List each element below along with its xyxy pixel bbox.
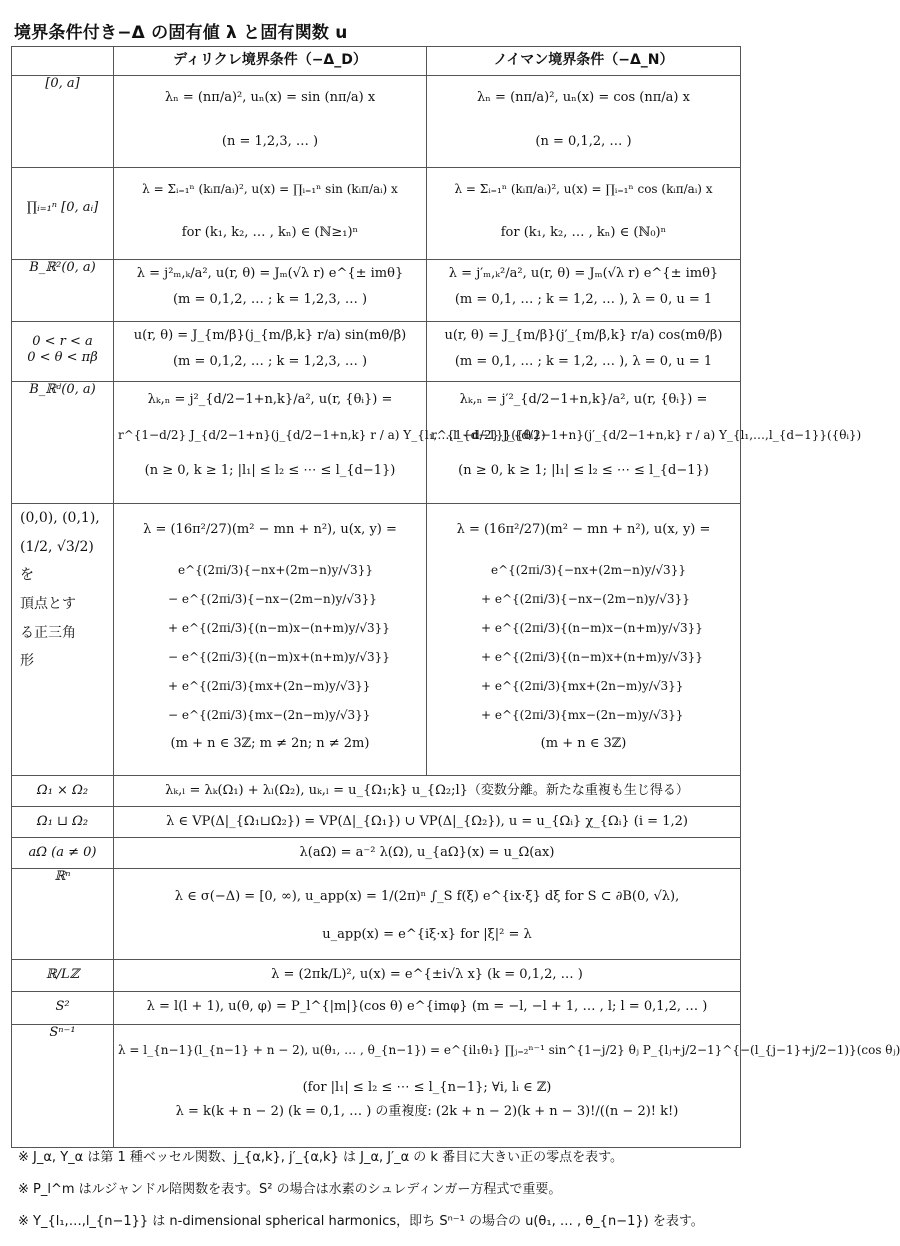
neumann-cell (427, 260, 741, 322)
header-domain (12, 47, 114, 76)
merged-cell (114, 838, 741, 869)
formula-line: λ = j²ₘ,ₖ/a², u(r, θ) = Jₘ(√λ r) e^{± imθ} (136, 266, 404, 281)
table-row (12, 76, 741, 168)
formula-line: r^{1−d/2} J_{d/2−1+n}(j′_{d/2−1+n,k} r / a) Y_{l₁,…,l_{d−1}}({θᵢ}) (431, 428, 862, 443)
neumann-cell (427, 76, 741, 168)
formula-line: λ = k(k + n − 2) (k = 0,1, … ) の重複度: (2k + n − 2)(k + n − 3)!/((n − 2)! k!) (175, 1104, 679, 1120)
merged-cell (114, 869, 741, 960)
table-row (12, 168, 741, 260)
formula-line: + e^{(2πi/3){(n−m)x−(n+m)y/√3}} (481, 621, 703, 636)
footnote: ※ J_α, Y_α は第 1 種ベッセル関数、j_{α,k}, j′_{α,k} は J_α, J′_α の k 番目に大きい正の零点を表す。 (18, 1150, 624, 1165)
domain-cell: ℝ/Lℤ (12, 960, 114, 992)
formula-line: λ = (2πk/L)², u(x) = e^{±i√λ x} (k = 0,1,2, … ) (271, 967, 583, 982)
formula-line: − e^{(2πi/3){mx−(2n−m)y/√3}} (168, 708, 371, 723)
formula-line: (m + n ∈ 3ℤ; m ≠ 2n; n ≠ 2m) (170, 736, 370, 752)
dirichlet-cell (114, 76, 427, 168)
dirichlet-cell (114, 382, 546, 504)
formula-line: for (k₁, k₂, … , kₙ) ∈ (ℕ≥₁)ⁿ (181, 225, 359, 240)
merged-cell (114, 807, 741, 838)
formula-line: (m = 0,1,2, … ; k = 1,2,3, … ) (172, 354, 368, 370)
formula-line: (n = 1,2,3, … ) (221, 134, 319, 150)
formula-line: (m = 0,1, … ; k = 1,2, … ), λ = 0, u = 1 (454, 292, 713, 308)
table-row (12, 960, 741, 992)
formula-line: u(r, θ) = J_{m/β}(j′_{m/β,k} r/a) cos(mθ/β) (444, 328, 723, 343)
formula-line: (for |l₁| ≤ l₂ ≤ ⋯ ≤ l_{n−1}; ∀i, lᵢ ∈ ℤ) (302, 1080, 552, 1095)
domain-cell: B_ℝ²(0, a) (12, 260, 114, 322)
footnotes (18, 1142, 742, 1238)
table-row (12, 1025, 741, 1148)
formula-line: (n = 0,1,2, … ) (535, 134, 632, 150)
formula-line: + e^{(2πi/3){mx+(2n−m)y/√3}} (168, 679, 371, 694)
merged-cell (114, 960, 741, 992)
formula-line: + e^{(2πi/3){(n−m)x−(n+m)y/√3}} (168, 621, 390, 636)
formula-line: u(r, θ) = J_{m/β}(j_{m/β,k} r/a) sin(mθ/β) (133, 328, 407, 343)
header-neumann: ノイマン境界条件（−Δ_N） (427, 47, 741, 76)
formula-line: λ = l(l + 1), u(θ, φ) = P_l^{|m|}(cos θ) e^{imφ} (m = −l, −l + 1, … , l; l = 0,1,2, … ) (146, 999, 708, 1014)
formula-line: λ ∈ VP(Δ|_{Ω₁⊔Ω₂}) = VP(Δ|_{Ω₁}) ∪ VP(Δ|_{Ω₂}), u = u_{Ωᵢ} χ_{Ωᵢ} (i = 1,2) (166, 814, 688, 829)
domain-cell: ℝⁿ (12, 869, 114, 960)
merged-cell (114, 776, 741, 807)
domain-cell: B_ℝᵈ(0, a) (12, 382, 114, 504)
domain-cell: Ω₁ ⊔ Ω₂ (12, 807, 114, 838)
formula-line: (n ≥ 0, k ≥ 1; |l₁| ≤ l₂ ≤ ⋯ ≤ l_{d−1}) (458, 463, 709, 479)
merged-cell (114, 1025, 900, 1148)
formula-line: (n ≥ 0, k ≥ 1; |l₁| ≤ l₂ ≤ ⋯ ≤ l_{d−1}) (144, 463, 396, 479)
formula-line: λ = Σᵢ₌₁ⁿ (kᵢπ/aᵢ)², u(x) = ∏ᵢ₌₁ⁿ sin (kᵢπ/aᵢ) x (142, 182, 398, 196)
formula-line: λₙ = (nπ/a)², uₙ(x) = sin (nπ/a) x (164, 90, 376, 105)
formula-line: λₖ,ₗ = λₖ(Ω₁) + λₗ(Ω₂), uₖ,ₗ = u_{Ω₁;k} u_{Ω₂;l}（変数分離。新たな重複も生じ得る） (165, 783, 689, 798)
dirichlet-cell (114, 260, 427, 322)
table-row (12, 260, 741, 322)
header-dirichlet: ディリクレ境界条件（−Δ_D） (114, 47, 427, 76)
eigenvalue-table (11, 46, 900, 1148)
domain-cell: Sⁿ⁻¹ (12, 1025, 114, 1148)
table-row (12, 322, 741, 382)
formula-line: e^{(2πi/3){−nx+(2m−n)y/√3}} (178, 563, 373, 578)
table-row (12, 869, 741, 960)
formula-line: λₖ,ₙ = j²_{d/2−1+n,k}/a², u(r, {θᵢ}) = (147, 392, 393, 407)
formula-line: for (k₁, k₂, … , kₙ) ∈ (ℕ₀)ⁿ (500, 225, 667, 240)
formula-line: (m = 0,1, … ; k = 1,2, … ), λ = 0, u = 1 (454, 354, 713, 370)
domain-cell: S² (12, 992, 114, 1025)
formula-line: λ = (16π²/27)(m² − mn + n²), u(x, y) = (456, 522, 711, 537)
formula-line: + e^{(2πi/3){−nx−(2m−n)y/√3}} (481, 592, 690, 607)
formula-line: λ = l_{n−1}(l_{n−1} + n − 2), u(θ₁, … , θ_{n−1}) = e^{il₁θ₁} ∏ⱼ₌₂ⁿ⁻¹ sin^{1−j/2} θⱼ P_{lⱼ+j/2−1}^{−(l_{j−1}+j/2−1)}(cos θⱼ) (118, 1043, 900, 1057)
table-row (12, 776, 741, 807)
page-title: 境界条件付き−Δ の固有値 λ と固有関数 u (14, 23, 348, 43)
domain-cell: [0, a] (12, 76, 114, 168)
formula-line: + e^{(2πi/3){mx+(2n−m)y/√3}} (481, 679, 684, 694)
domain-cell: aΩ (a ≠ 0) (12, 838, 114, 869)
formula-line: r^{1−d/2} J_{d/2−1+n}(j_{d/2−1+n,k} r / a) Y_{l₁,…,l_{d−1}}({θᵢ}) (118, 428, 546, 443)
formula-line: λ = Σᵢ₌₁ⁿ (kᵢπ/aᵢ)², u(x) = ∏ᵢ₌₁ⁿ cos (kᵢπ/aᵢ) x (454, 182, 713, 196)
formula-line: λₙ = (nπ/a)², uₙ(x) = cos (nπ/a) x (477, 90, 690, 105)
table-row (12, 838, 741, 869)
merged-cell (114, 992, 741, 1025)
domain-cell: Ω₁ × Ω₂ (12, 776, 114, 807)
formula-line: − e^{(2πi/3){−nx−(2m−n)y/√3}} (168, 592, 377, 607)
table-row (12, 992, 741, 1025)
domain-cell: (0,0), (0,1), (1/2, √3/2) を 頂点とす る正三角 形 (12, 504, 114, 776)
domain-cell: ∏ᵢ₌₁ⁿ [0, aᵢ] (12, 168, 114, 260)
footnote: ※ P_l^m はルジャンドル陪関数を表す。S² の場合は水素のシュレディンガー方程式で重要。 (18, 1182, 562, 1197)
footnote: ※ Y_{l₁,…,l_{n−1}} は n-dimensional spherical harmonics，即ち Sⁿ⁻¹ の場合の u(θ₁, … , θ_{n−1}) を表す。 (18, 1214, 704, 1229)
formula-line: λ ∈ σ(−Δ) = [0, ∞), u_app(x) = 1/(2π)ⁿ ∫_S f(ξ) e^{ix·ξ} dξ for S ⊂ ∂B(0, √λ), (174, 889, 680, 904)
formula-line: λ = (16π²/27)(m² − mn + n²), u(x, y) = (143, 522, 397, 537)
dirichlet-cell (114, 504, 427, 776)
formula-line: λₖ,ₙ = j′²_{d/2−1+n,k}/a², u(r, {θᵢ}) = (459, 392, 708, 407)
dirichlet-cell (114, 322, 427, 382)
formula-line: λ = j′ₘ,ₖ²/a², u(r, θ) = Jₘ(√λ r) e^{± imθ} (448, 266, 719, 281)
formula-line: e^{(2πi/3){−nx+(2m−n)y/√3}} (491, 563, 686, 578)
formula-line: (m = 0,1,2, … ; k = 1,2,3, … ) (172, 292, 368, 308)
formula-line: + e^{(2πi/3){(n−m)x+(n+m)y/√3}} (481, 650, 703, 665)
table-row (12, 382, 741, 504)
table-header-row (12, 47, 741, 76)
neumann-cell (427, 168, 741, 260)
neumann-cell (427, 382, 862, 504)
formula-line: (m + n ∈ 3ℤ) (540, 736, 627, 752)
neumann-cell (427, 504, 741, 776)
formula-line: − e^{(2πi/3){(n−m)x+(n+m)y/√3}} (168, 650, 390, 665)
domain-cell: 0 < r < a 0 < θ < πβ (12, 322, 114, 382)
formula-line: + e^{(2πi/3){mx−(2n−m)y/√3}} (481, 708, 684, 723)
formula-line: u_app(x) = e^{iξ·x} for |ξ|² = λ (322, 927, 532, 943)
formula-line: λ(aΩ) = a⁻² λ(Ω), u_{aΩ}(x) = u_Ω(ax) (299, 845, 555, 860)
table-row (12, 504, 741, 776)
neumann-cell (427, 322, 741, 382)
dirichlet-cell (114, 168, 427, 260)
table-row (12, 807, 741, 838)
